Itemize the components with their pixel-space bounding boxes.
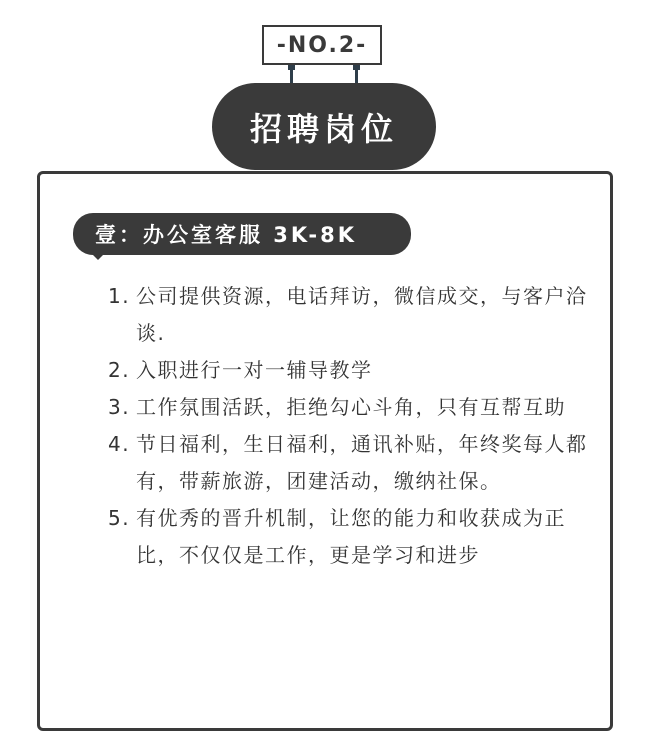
section-number-box [262,25,382,65]
title-pill [212,83,436,170]
list-item [108,352,588,389]
list-item-text: 有优秀的晋升机制，让您的能力和收获成为正比，不仅仅是工作，更是学习和进步 [136,506,566,567]
job-tag [73,213,411,255]
list-item [108,278,588,352]
list-item [108,389,588,426]
list-item-number: 3. [108,395,131,419]
job-tag-pointer [92,254,104,260]
job-title: 壹：办公室客服 3K-8K [95,223,357,247]
list-item [108,426,588,500]
list-item-text: 入职进行一对一辅导教学 [136,358,373,382]
list-item-number: 1. [108,284,131,308]
list-item-text: 公司提供资源，电话拜访，微信成交，与客户洽谈. [136,284,588,345]
job-details-list [108,278,588,574]
page-title: 招聘岗位 [249,109,398,148]
section-number: -NO.2- [276,32,368,58]
list-item-text: 工作氛围活跃，拒绝勾心斗角，只有互帮互助 [136,395,566,419]
list-item-number: 4. [108,432,131,456]
list-item-text: 节日福利，生日福利，通讯补贴，年终奖每人都有，带薪旅游，团建活动，缴纳社保。 [136,432,588,493]
list-item-number: 2. [108,358,131,382]
list-item [108,500,588,574]
list-item-number: 5. [108,506,131,530]
